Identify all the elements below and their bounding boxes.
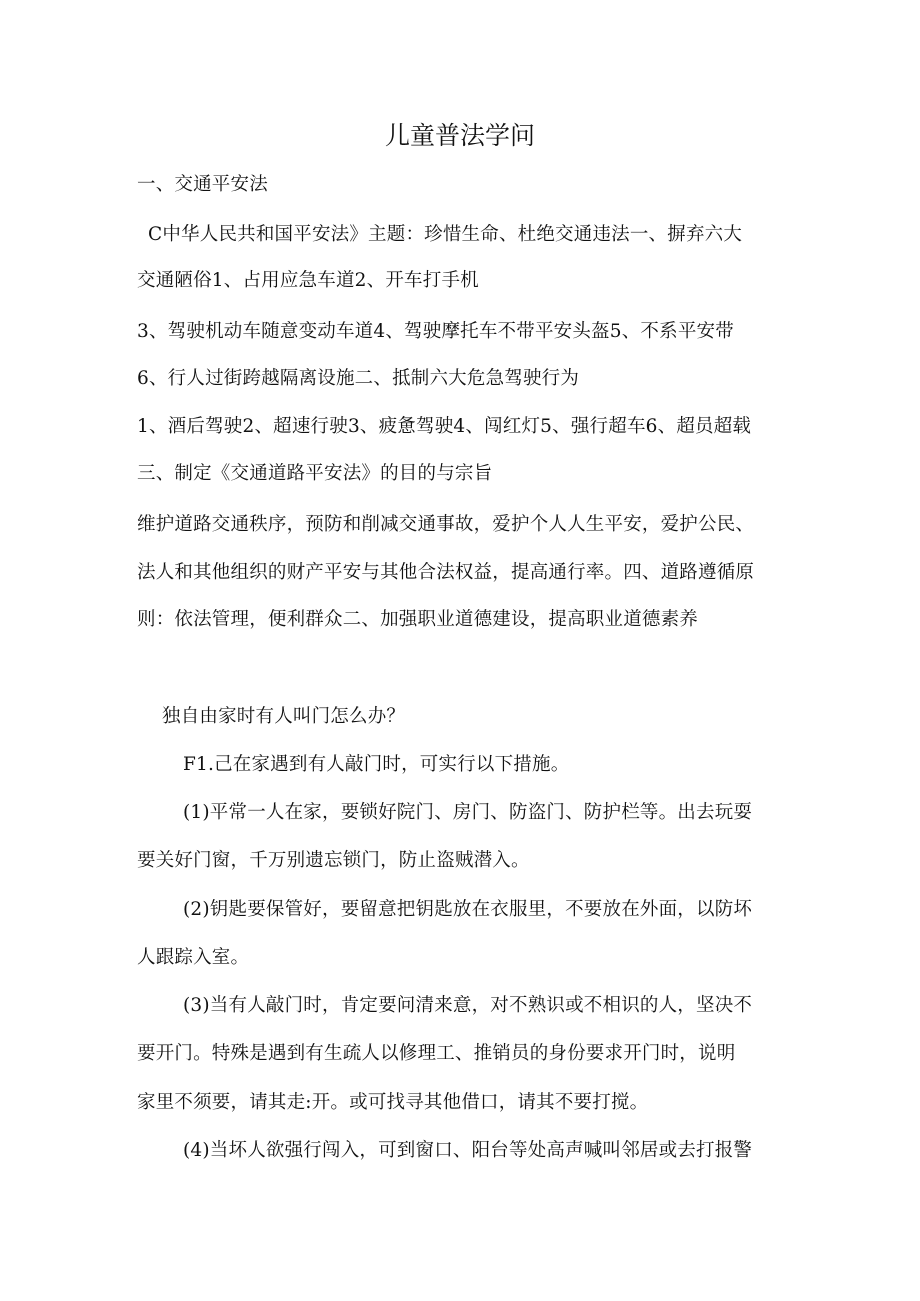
list-item-3: (3)当有人敲门时，肯定要问清来意，对不熟识或不相识的人，坚决不	[183, 995, 753, 1016]
paragraph-line: 交通陋俗1、占用应急车道2、开车打手机	[137, 270, 479, 291]
paragraph-line: 法人和其他组织的财产平安与其他合法权益，提高通行率。四、道路遵循原	[137, 562, 755, 583]
paragraph-line: F1.己在家遇到有人敲门时，可实行以下措施。	[183, 754, 570, 775]
paragraph-line: 维护道路交通秩序，预防和削减交通事故，爱护个人人生平安，爱护公民、	[137, 514, 755, 535]
paragraph-line: 6、行人过街跨越隔离设施二、抵制六大危急驾驶行为	[137, 368, 580, 389]
list-item-4: (4)当坏人欲强行闯入，可到窗口、阳台等处高声喊叫邻居或去打报警	[183, 1140, 753, 1161]
paragraph-line: 1、酒后驾驶2、超速行驶3、疲惫驾驶4、闯红灯5、强行超车6、超员超载	[137, 416, 752, 437]
paragraph-line: 要开门。特殊是遇到有生疏人以修理工、推销员的身份要求开门时，说明	[137, 1043, 736, 1064]
paragraph-line: 则：依法管理，便利群众二、加强职业道德建设，提高职业道德素养	[137, 609, 699, 630]
paragraph-line: 要关好门窗，千万别遗忘锁门，防止盗贼潜入。	[137, 850, 530, 871]
list-item-2: (2)钥匙要保管好，要留意把钥匙放在衣服里，不要放在外面，以防坏	[183, 899, 753, 920]
paragraph-line: C中华人民共和国平安法》主题：珍惜生命、杜绝交通违法一、摒弃六大	[148, 224, 743, 245]
list-item-1: (1)平常一人在家，要锁好院门、房门、防盗门、防护栏等。出去玩耍	[183, 802, 753, 823]
section-heading-purpose: 三、制定《交通道路平安法》的目的与宗旨	[137, 463, 493, 484]
paragraph-line: 家里不须要，请其走:开。或可找寻其他借口，请其不要打搅。	[137, 1092, 649, 1113]
paragraph-line: 人跟踪入室。	[137, 947, 250, 968]
document-title: 儿童普法学问	[384, 121, 535, 150]
section-heading-home-alone: 独自由家时有人叫门怎么办？	[162, 706, 406, 727]
section-heading-traffic-law: 一、交通平安法	[137, 174, 268, 195]
paragraph-line: 3、驾驶机动车随意变动车道4、驾驶摩托车不带平安头盔5、不系平安带	[137, 321, 734, 342]
